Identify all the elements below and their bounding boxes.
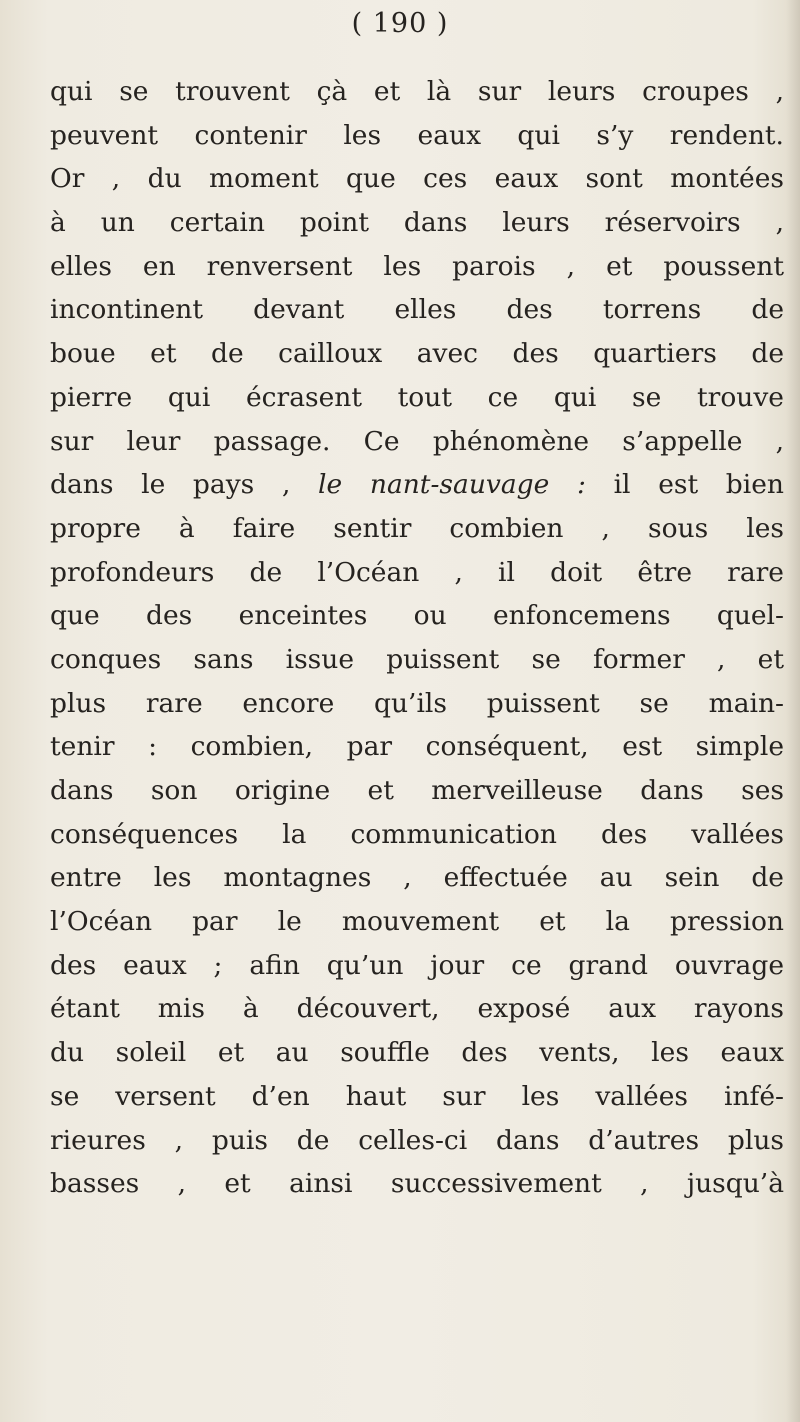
- text-line-10-italic: le nant-sauvage :: [318, 469, 586, 501]
- text-line-25: rieures , puis de celles-ci dans d’autres plus: [50, 1124, 784, 1156]
- text-line-10-before: dans le pays ,: [50, 469, 319, 501]
- page-number: ( 190 ): [351, 8, 449, 39]
- text-line-24: se versent d’en haut sur les vallées infé-: [50, 1080, 784, 1112]
- text-line-19: entre les montagnes , effectuée au sein de: [50, 862, 784, 894]
- text-line-10-after: il est bien: [585, 469, 784, 501]
- text-line-15: plus rare encore qu’ils puissent se main-: [50, 687, 784, 719]
- text-line-13: que des enceintes ou enfoncemens quel-: [50, 600, 784, 632]
- text-line-23: du soleil et au souffle des vents, les eaux: [50, 1037, 784, 1069]
- text-line-14: conques sans issue puissent se former , et: [50, 643, 784, 675]
- text-line-12: profondeurs de l’Océan , il doit être rare: [50, 556, 784, 588]
- text-line-5: elles en renversent les parois , et poussent: [50, 250, 784, 282]
- text-line-7: boue et de cailloux avec des quartiers de: [50, 338, 784, 370]
- text-line-1: qui se trouvent çà et là sur leurs croupes ,: [50, 76, 784, 107]
- text-line-20: l’Océan par le mouvement et la pression: [50, 906, 784, 938]
- text-line-6: incontinent devant elles des torrens de: [50, 294, 784, 326]
- text-line-2: peuvent contenir les eaux qui s’y rendent.: [50, 119, 784, 151]
- text-line-18: conséquences la communication des vallées: [50, 818, 784, 850]
- text-line-10: [50, 463, 784, 507]
- body-text: [50, 70, 790, 1206]
- text-line-26: basses , et ainsi successivement , jusqu’à: [50, 1168, 784, 1200]
- text-line-3: Or , du moment que ces eaux sont montées: [50, 163, 784, 195]
- text-line-9: sur leur passage. Ce phénomène s’appelle ,: [50, 425, 784, 457]
- text-line-11: propre à faire sentir combien , sous les: [50, 512, 784, 544]
- text-line-17: dans son origine et merveilleuse dans ses: [50, 775, 784, 806]
- text-line-4: à un certain point dans leurs réservoirs ,: [50, 207, 784, 239]
- text-line-8: pierre qui écrasent tout ce qui se trouve: [50, 381, 784, 413]
- text-line-21: des eaux ; afin qu’un jour ce grand ouvrage: [50, 949, 784, 981]
- text-line-16: tenir : combien, par conséquent, est simple: [50, 731, 784, 763]
- text-line-22: étant mis à découvert, exposé aux rayons: [50, 993, 784, 1025]
